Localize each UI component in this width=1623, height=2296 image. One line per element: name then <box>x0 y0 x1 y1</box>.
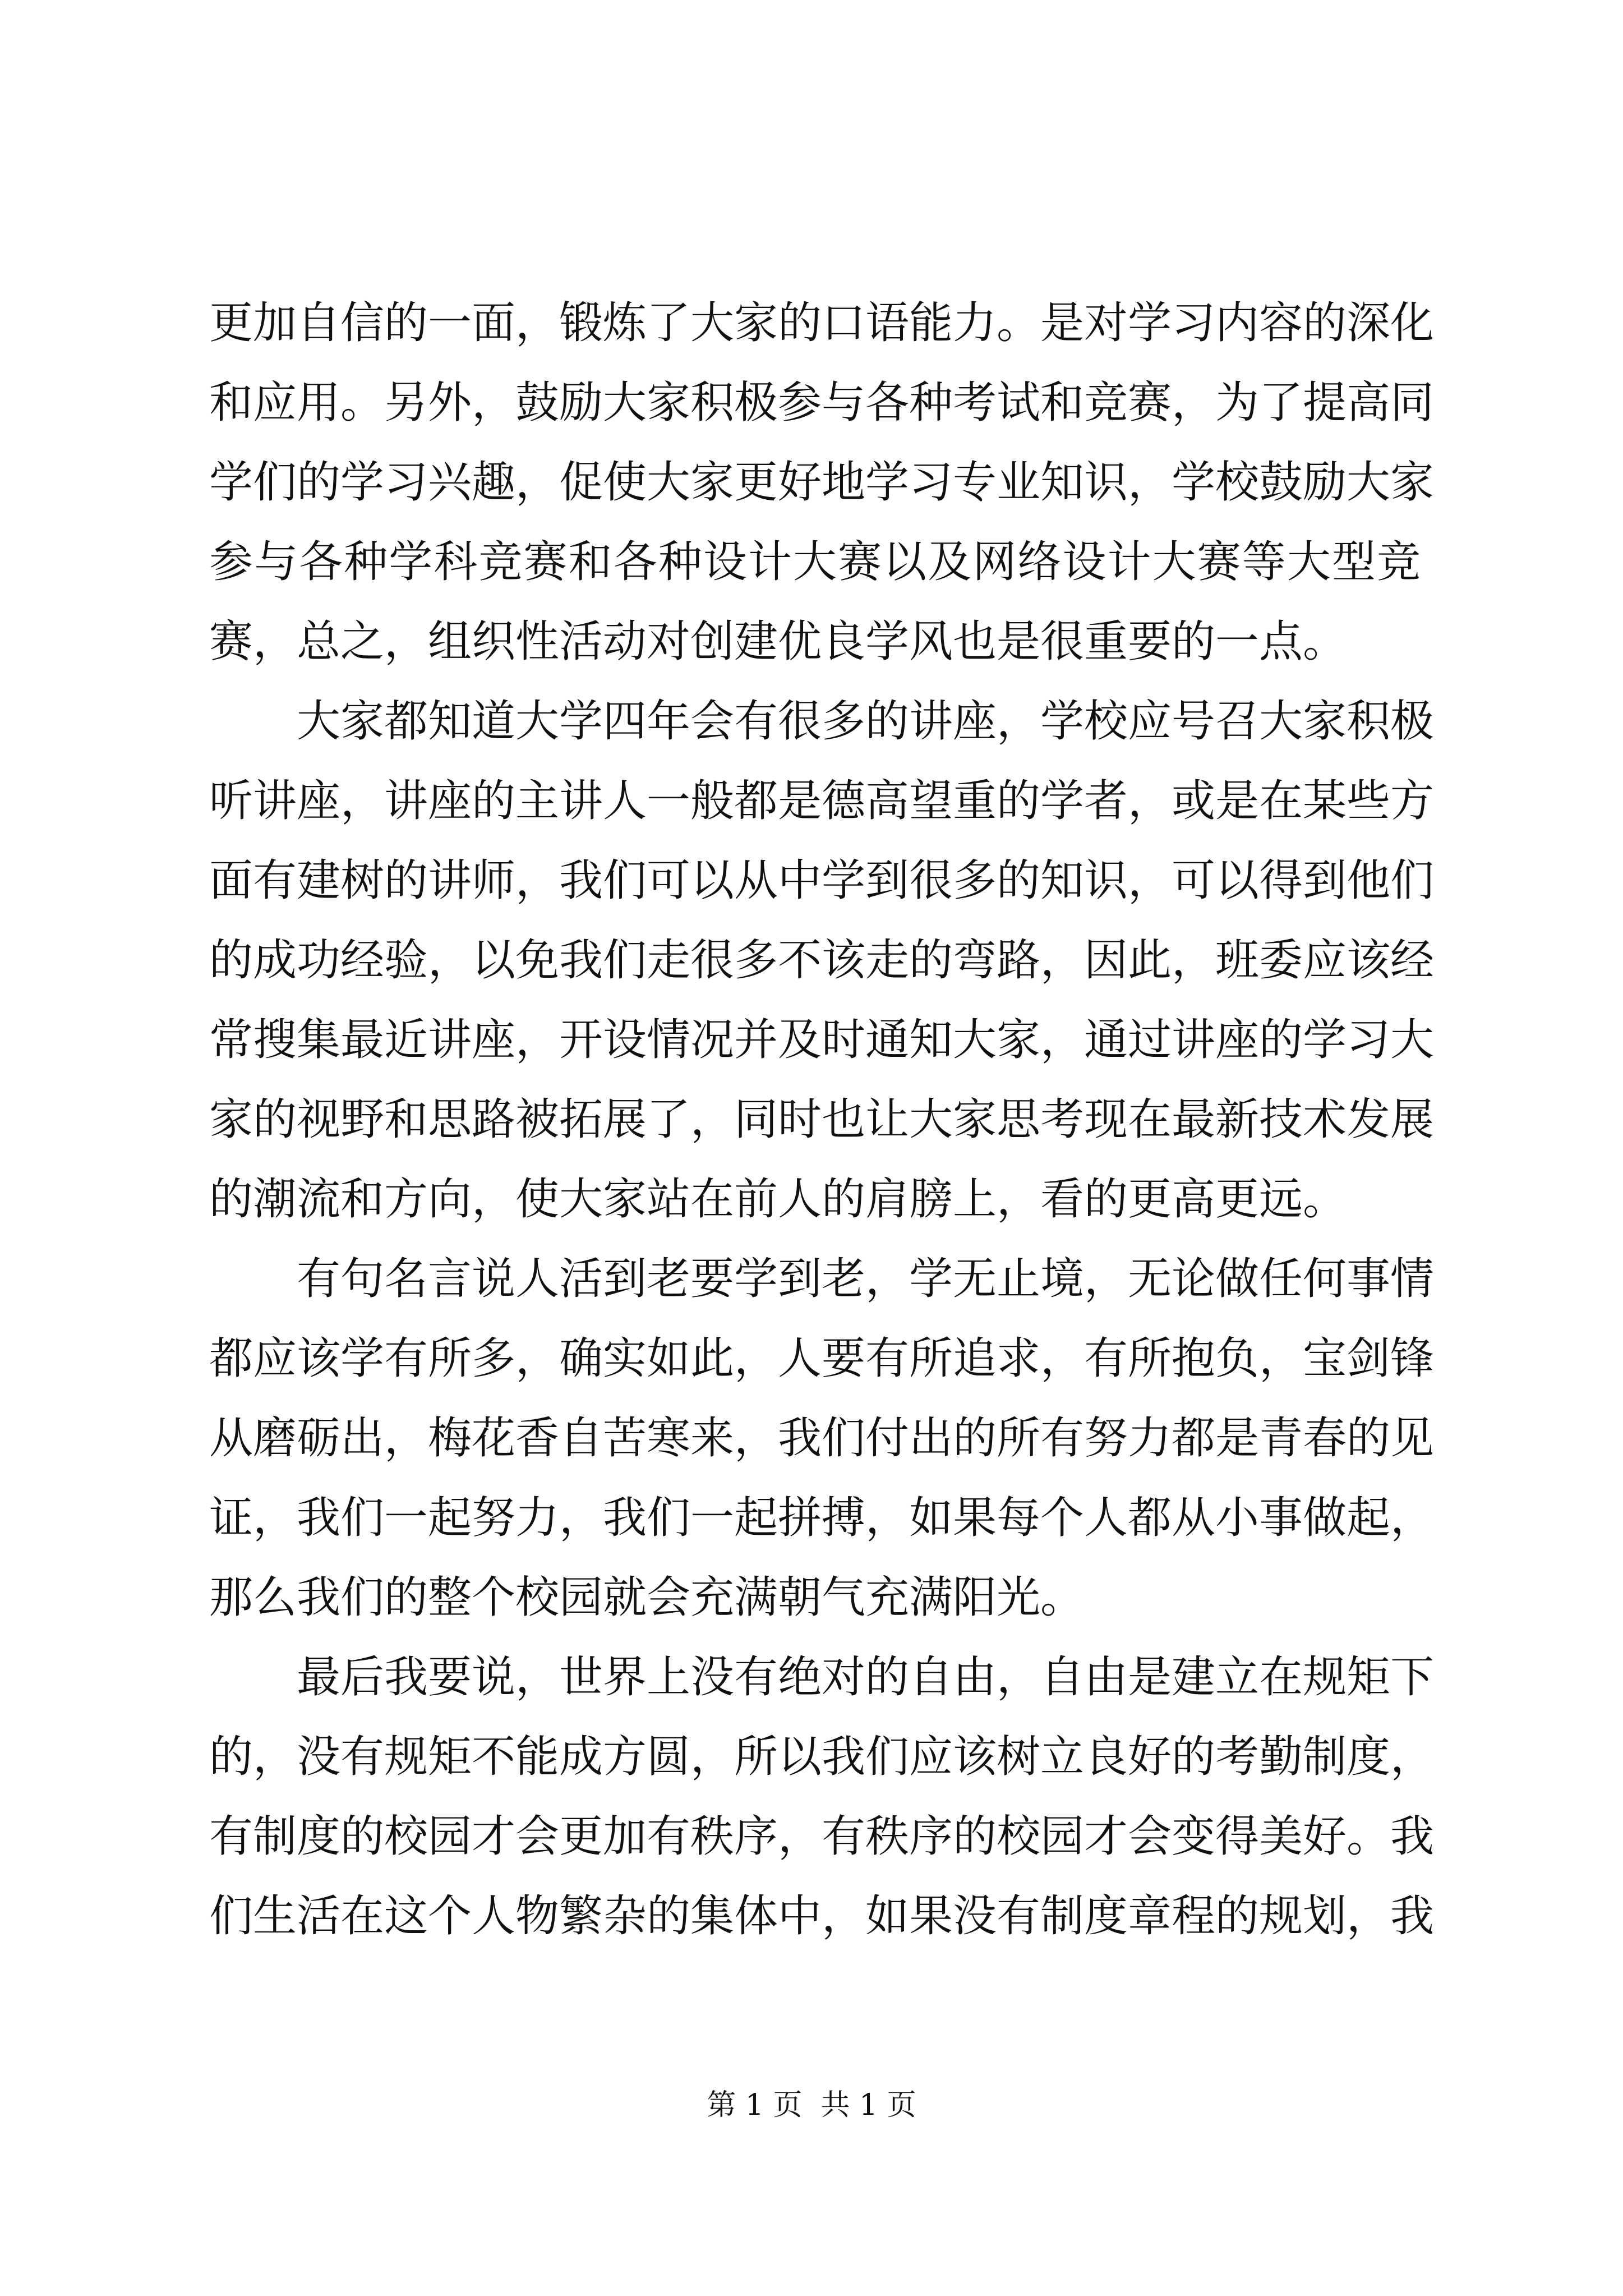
text-line: 的潮流和方向，使大家站在前人的肩膀上，看的更高更远。 <box>209 1174 1347 1225</box>
body-text <box>209 283 1435 1956</box>
text-line: 那么我们的整个校园就会充满朝气充满阳光。 <box>209 1572 1085 1623</box>
paragraph-first-line: 有句名言说人活到老要学到老，学无止境，无论做任何事情 <box>297 1254 1435 1304</box>
text-line: 面有建树的讲师，我们可以从中学到很多的知识，可以得到他们 <box>209 855 1435 906</box>
paragraph-first-line: 大家都知道大学四年会有很多的讲座，学校应号召大家积极 <box>297 696 1435 747</box>
text-line: 家的视野和思路被拓展了，同时也让大家思考现在最新技术发展 <box>209 1094 1435 1145</box>
text-line: 证，我们一起努力，我们一起拼搏，如果每个人都从小事做起， <box>209 1493 1435 1543</box>
text-line: 从磨砺出，梅花香自苦寒来，我们付出的所有努力都是青春的见 <box>209 1413 1435 1464</box>
page-number: 第 1 页 共 1 页 <box>707 2088 916 2122</box>
text-line: 的成功经验，以免我们走很多不该走的弯路，因此，班委应该经 <box>209 935 1435 986</box>
text-line: 们生活在这个人物繁杂的集体中，如果没有制度章程的规划，我 <box>209 1891 1435 1941</box>
text-line: 学们的学习兴趣，促使大家更好地学习专业知识，学校鼓励大家 <box>209 457 1435 508</box>
text-line: 有制度的校园才会更加有秩序，有秩序的校园才会变得美好。我 <box>209 1811 1435 1862</box>
paragraph-first-line: 最后我要说，世界上没有绝对的自由，自由是建立在规矩下 <box>297 1652 1435 1703</box>
text-line: 常搜集最近讲座，开设情况并及时通知大家，通过讲座的学习大 <box>209 1015 1435 1065</box>
text-line: 的，没有规矩不能成方圆，所以我们应该树立良好的考勤制度， <box>209 1732 1435 1782</box>
text-line: 都应该学有所多，确实如此，人要有所追求，有所抱负，宝剑锋 <box>209 1333 1435 1384</box>
text-line: 赛，总之，组织性活动对创建优良学风也是很重要的一点。 <box>209 616 1347 667</box>
text-line: 更加自信的一面，锻炼了大家的口语能力。是对学习内容的深化 <box>209 298 1435 348</box>
text-line: 听讲座，讲座的主讲人一般都是德高望重的学者，或是在某些方 <box>209 776 1435 826</box>
page-footer <box>0 2086 1623 2125</box>
text-line: 和应用。另外，鼓励大家积极参与各种考试和竞赛，为了提高同 <box>209 378 1435 428</box>
text-line: 参与各种学科竞赛和各种设计大赛以及网络设计大赛等大型竞 <box>209 537 1421 587</box>
